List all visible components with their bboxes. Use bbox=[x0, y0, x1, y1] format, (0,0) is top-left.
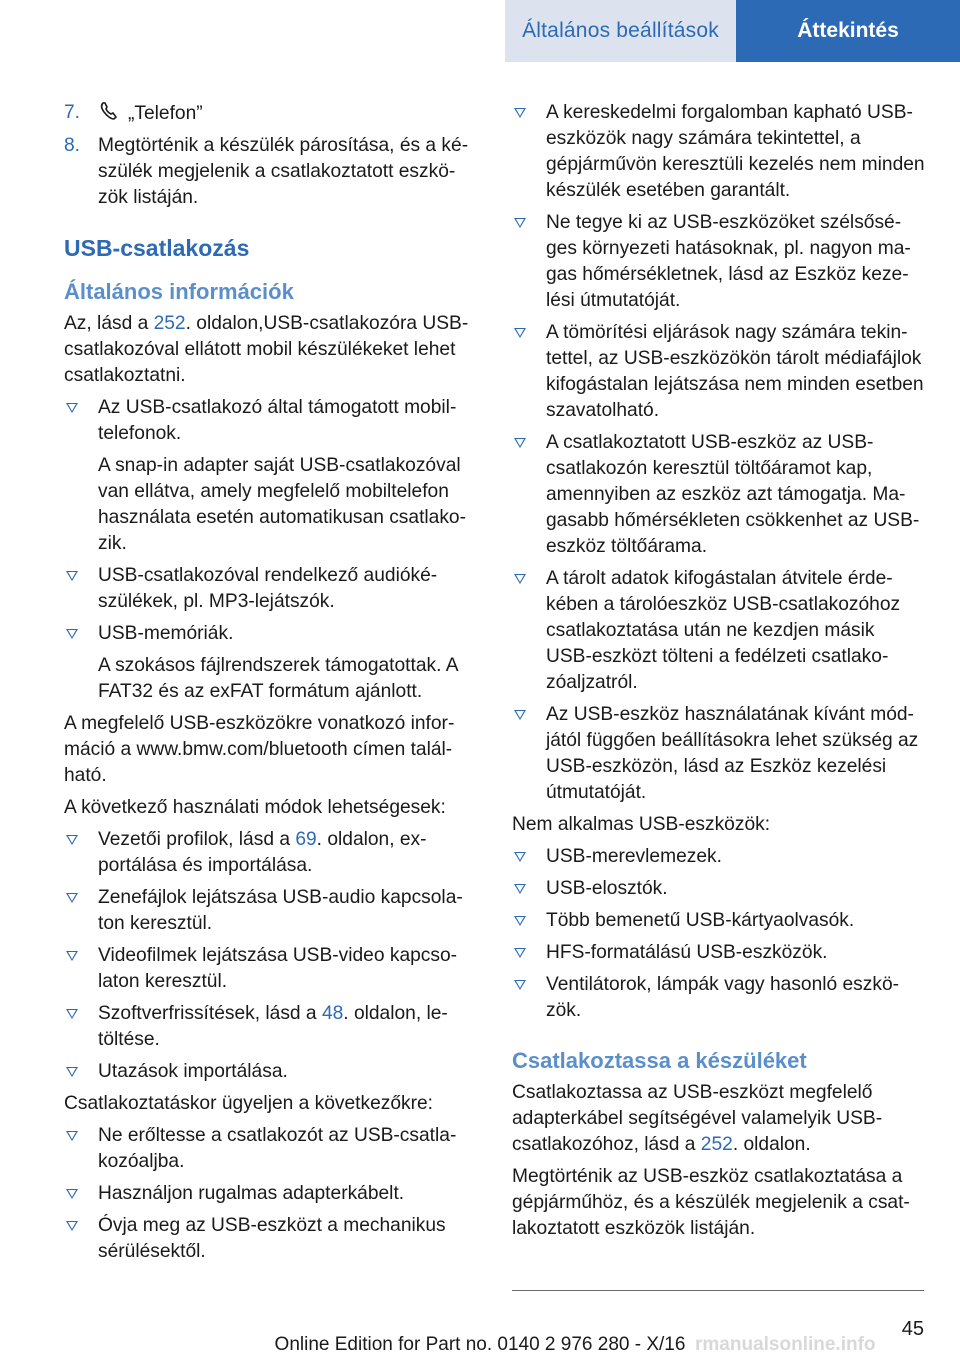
triangle-bullet-icon bbox=[66, 893, 78, 903]
list-item bbox=[512, 702, 925, 806]
list-item bbox=[512, 972, 925, 1024]
modes-paragraph: A következő használati módok lehetségesek: bbox=[64, 797, 446, 818]
triangle-bullet-icon bbox=[514, 218, 526, 228]
list-item bbox=[512, 844, 925, 870]
triangle-bullet-icon bbox=[66, 1221, 78, 1231]
list-item bbox=[64, 1059, 477, 1085]
item-text: „Telefon” bbox=[128, 103, 203, 124]
bullet-text: Az USB-csatlakozó által támogatott mobiltelefonok. bbox=[98, 397, 457, 444]
footer-edition: Online Edition for Part no. 0140 2 976 280 - X/16 bbox=[274, 1334, 686, 1355]
triangle-bullet-icon bbox=[514, 980, 526, 990]
list-item bbox=[512, 430, 925, 560]
triangle-bullet-icon bbox=[66, 629, 78, 639]
unsuitable-paragraph: Nem alkalmas USB-eszközök: bbox=[512, 814, 771, 835]
header-tab-overview[interactable]: Áttekintés bbox=[736, 0, 960, 62]
bullet-text: Utazások importálása. bbox=[98, 1061, 288, 1082]
triangle-bullet-icon bbox=[514, 948, 526, 958]
list-item bbox=[512, 908, 925, 934]
list-item bbox=[512, 940, 925, 966]
bullet-text: Ne tegye ki az USB-eszközöket szélsőséges környezeti hatásoknak, pl. nagyon magas hőmérsékletnek, lásd az Eszköz kezelési útmutatóját. bbox=[546, 212, 911, 311]
subheading-general-info: Általános információk bbox=[64, 279, 294, 304]
page-link-69[interactable]: 69 bbox=[295, 829, 317, 850]
page-link-252[interactable]: 252 bbox=[153, 313, 186, 334]
list-item bbox=[64, 621, 477, 647]
list-item bbox=[64, 563, 477, 615]
bullet-text: A kereskedelmi forgalomban kapható USB-eszközök nagy számára tekintettel, a gépjárművön keresztüli kezelés nem minden készülék esetében garantált. bbox=[546, 102, 925, 201]
bullet-text: Használjon rugalmas adapterkábelt. bbox=[98, 1183, 405, 1204]
bullet-text: A tömörítési eljárások nagy számára tekintettel, az USB-eszközökön tárolt médiafájlok kifogástalan lejátszása nem minden esetben szavatolható. bbox=[546, 322, 924, 421]
list-item bbox=[512, 210, 925, 314]
subheading-connect-device: Csatlakoztassa a készüléket bbox=[512, 1048, 807, 1073]
bullet-text: Videofilmek lejátszása USB-video kapcsolaton keresztül. bbox=[98, 945, 458, 992]
bullet-text: A tárolt adatok kifogástalan átvitele érdekében a tárolóeszköz USB-csatlakozóhoz csatlakoztatása után ne kezdjen másik USB-eszközt tölteni a fedélzeti csatlakozóaljzatról. bbox=[546, 568, 901, 693]
item-number: 7. bbox=[64, 102, 81, 123]
page-number: 45 bbox=[901, 1318, 924, 1340]
bullet-text: USB-memóriák. bbox=[98, 623, 234, 644]
bullet-text: USB-elosztók. bbox=[546, 878, 668, 899]
bullet-text: USB-csatlakozóval rendelkező audiókészülékek, pl. MP3-lejátszók. bbox=[98, 565, 438, 612]
bullet-text: Az USB-eszköz használatának kívánt módjától függően beállításokra lehet szükség az USB-eszközön, lásd az Eszköz kezelési útmutatóját. bbox=[546, 704, 919, 803]
bullet-text: . oldalon, letöltése. bbox=[98, 1003, 448, 1050]
item-number: 8. bbox=[64, 135, 81, 156]
bullet-text: Ne erőltesse a csatlakozót az USB-csatlakozóaljba. bbox=[98, 1125, 457, 1172]
triangle-bullet-icon bbox=[514, 916, 526, 926]
triangle-bullet-icon bbox=[66, 403, 78, 413]
list-item bbox=[512, 320, 925, 424]
right-column bbox=[512, 100, 925, 1248]
triangle-bullet-icon bbox=[66, 1067, 78, 1077]
list-item-7 bbox=[64, 100, 477, 127]
footer-divider bbox=[512, 1290, 924, 1291]
bullet-text: Szoftverfrissítések, lásd a bbox=[98, 1003, 322, 1024]
result-paragraph: Megtörténik az USB-eszköz csatlakoztatása a gépjárműhöz, és a készülék megjelenik a csatlakoztatott eszközök listáján. bbox=[512, 1166, 910, 1239]
list-item bbox=[64, 827, 477, 879]
bullet-text: Zenefájlok lejátszása USB-audio kapcsolaton keresztül. bbox=[98, 887, 463, 934]
triangle-bullet-icon bbox=[66, 1189, 78, 1199]
triangle-bullet-icon bbox=[514, 884, 526, 894]
triangle-bullet-icon bbox=[514, 574, 526, 584]
bullet-text: USB-merevlemezek. bbox=[546, 846, 722, 867]
bullet-text: HFS-formatálású USB-eszközök. bbox=[546, 942, 828, 963]
triangle-bullet-icon bbox=[66, 1131, 78, 1141]
triangle-bullet-icon bbox=[514, 328, 526, 338]
intro-paragraph bbox=[64, 311, 477, 389]
care-paragraph: Csatlakoztatáskor ügyeljen a következőkre: bbox=[64, 1093, 434, 1114]
bullet-text: Vezetői profilok, lásd a bbox=[98, 829, 296, 850]
triangle-bullet-icon bbox=[66, 951, 78, 961]
item-text: Megtörténik a készülék párosítása, és a készülék megjelenik a csatlakoztatott eszközök listáján. bbox=[98, 135, 469, 208]
bullet-text: Ventilátorok, lámpák vagy hasonló eszközök. bbox=[546, 974, 900, 1021]
bullet-detail: A snap-in adapter saját USB-csatlakozóval van ellátva, amely megfelelő mobiltelefon használata esetén automatikusan csatlakozik. bbox=[98, 455, 466, 554]
section-heading-usb: USB-csatlakozás bbox=[64, 235, 250, 261]
triangle-bullet-icon bbox=[66, 1009, 78, 1019]
list-item bbox=[64, 395, 477, 447]
bullet-text: . oldalon, exportálása és importálása. bbox=[98, 829, 427, 876]
triangle-bullet-icon bbox=[514, 438, 526, 448]
list-item-8 bbox=[64, 133, 477, 211]
watermark: rmanualsonline.info bbox=[695, 1334, 876, 1355]
text: Csatlakoztassa az USB-eszközt megfelelő adapterkábel segítségével valamelyik USB-csatlakozóhoz, lásd a bbox=[512, 1082, 883, 1155]
list-item bbox=[512, 100, 925, 204]
left-column bbox=[64, 100, 477, 1271]
list-item bbox=[64, 885, 477, 937]
triangle-bullet-icon bbox=[66, 571, 78, 581]
triangle-bullet-icon bbox=[514, 108, 526, 118]
bullet-text: Óvja meg az USB-eszközt a mechanikus sérülésektől. bbox=[98, 1215, 446, 1262]
bullet-text: Több bemenetű USB-kártyaolvasók. bbox=[546, 910, 855, 931]
phone-icon bbox=[98, 100, 120, 122]
list-item bbox=[64, 1001, 477, 1053]
list-item bbox=[512, 566, 925, 696]
text: Az, lásd a bbox=[64, 313, 154, 334]
list-item bbox=[512, 876, 925, 902]
list-item bbox=[64, 1123, 477, 1175]
info-paragraph: A megfelelő USB-eszközökre vonatkozó információ a www.bmw.com/bluetooth címen található. bbox=[64, 713, 455, 786]
triangle-bullet-icon bbox=[514, 710, 526, 720]
bullet-text: A csatlakoztatott USB-eszköz az USB-csatlakozón keresztül töltőáramot kap, amennyiben az eszköz azt támogatja. Magasabb hőmérsékleten csökkenhet az USB-eszköz töltőárama. bbox=[546, 432, 920, 557]
list-item bbox=[64, 1181, 477, 1207]
header-tab-general-settings[interactable]: Általános beállítások bbox=[505, 0, 736, 62]
text: . oldalon. bbox=[732, 1134, 811, 1155]
text: . oldalon,USB-csatlakozóra USB-csatlakozóval ellátott mobil készülékeket lehet csatlakoztatni. bbox=[64, 313, 469, 386]
list-item bbox=[64, 1213, 477, 1265]
page-link-252[interactable]: 252 bbox=[700, 1134, 733, 1155]
connect-paragraph bbox=[512, 1080, 925, 1158]
triangle-bullet-icon bbox=[514, 852, 526, 862]
bullet-detail: A szokásos fájlrendszerek támogatottak. A FAT32 és az exFAT formátum ajánlott. bbox=[98, 655, 458, 702]
triangle-bullet-icon bbox=[66, 835, 78, 845]
page-link-48[interactable]: 48 bbox=[321, 1003, 344, 1024]
list-item bbox=[64, 943, 477, 995]
